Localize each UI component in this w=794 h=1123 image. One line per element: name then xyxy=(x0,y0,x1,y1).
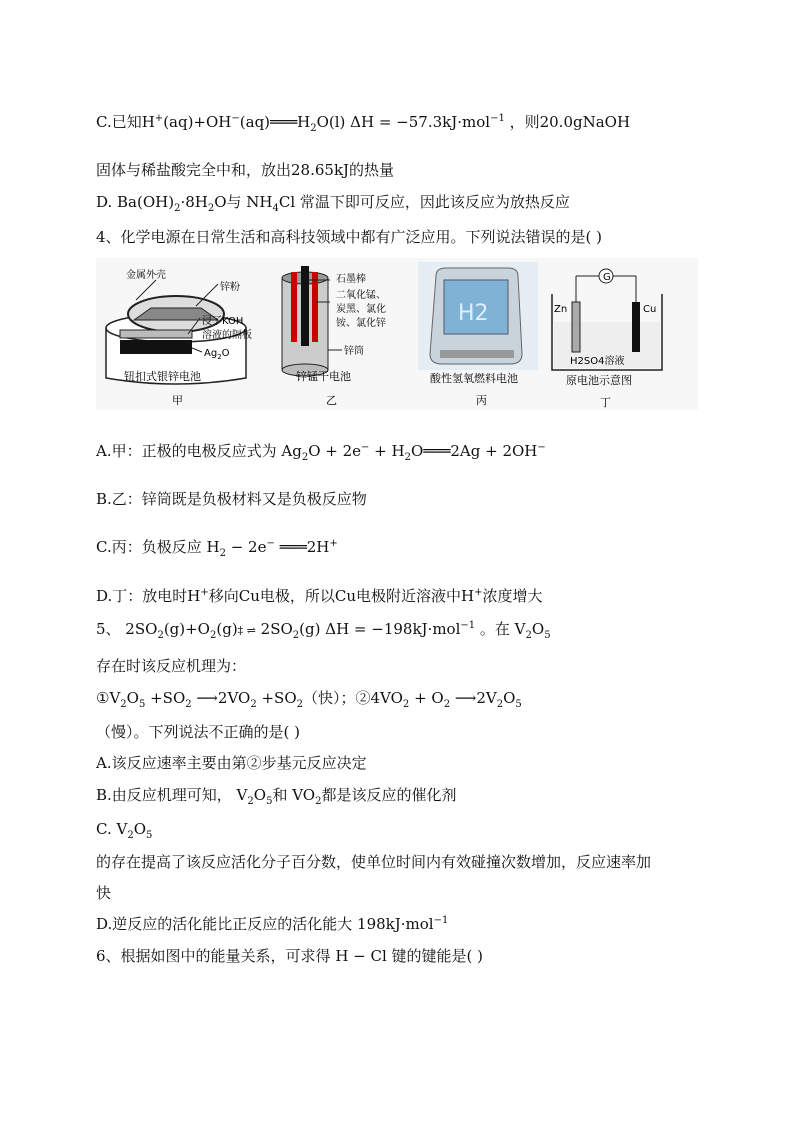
question-5-stem-line1: 5、 $2SO_2(g)+O_2(g)\ddagger$ ⇌ $2SO_2(g) \Delta H = -198kJ\cdot mol^{-1}$ 。在 $V_2O_5$ xyxy=(96,620,551,641)
label-bing: 丙 xyxy=(476,394,487,407)
question-5-option-c-line3: 快 xyxy=(96,884,112,902)
label-separator: 溶液的隔板 xyxy=(202,330,252,341)
caption-yi: 锌锰干电池 xyxy=(296,370,351,383)
question-4-option-a: A.甲：正极的电极反应式为 $Ag_2O + 2e^-$ + $H_2O═══2Ag + 2OH^-$ xyxy=(96,442,546,463)
label-h2so4: H2SO4溶液 xyxy=(570,356,625,367)
label-zinc-powder: 锌粉 xyxy=(220,282,240,293)
question-5-option-a: A.该反应速率主要由第②步基元反应决定 xyxy=(96,754,367,772)
label-mix-3: 铵、氯化锌 xyxy=(336,318,386,329)
caption-ding: 原电池示意图 xyxy=(566,374,632,387)
option-c-line2: 固体与稀盐酸完全中和，放出28.65kJ的热量 xyxy=(96,161,395,179)
question-4-stem: 4、化学电源在日常生活和高科技领域中都有广泛应用。下列说法错误的是( ) xyxy=(96,228,603,246)
question-4-option-d: D.丁：放电时H+移向Cu电极，所以Cu电极附近溶液中H+浓度增大 xyxy=(96,587,543,605)
question-5-option-c-line1: C. $V_2O_5$ xyxy=(96,820,153,841)
label-metal-shell: 金属外壳 xyxy=(126,270,166,281)
label-cu: Cu xyxy=(643,304,657,315)
option-d: D. $Ba(OH)_2\cdot 8H_2O$与 $NH_4Cl$ 常温下即可反应，因此该反应为放热反应 xyxy=(96,193,570,214)
question-4-option-c: C.丙：负极反应 $H_2 - 2e^-$ ═══2H+ xyxy=(96,538,338,559)
question-5-option-d: D.逆反应的活化能比正反应的活化能大 198kJ·mol$^{-1}$ xyxy=(96,915,449,933)
label-jia: 甲 xyxy=(172,394,183,407)
caption-bing: 酸性氢氧燃料电池 xyxy=(430,372,518,385)
question-5-mechanism: $①V_2O_5 +SO_2$ $⟶2VO_2 +SO_2$（快）；$②4VO_2 + O_2$ $⟶2V_2O_5$ xyxy=(96,689,522,710)
question-5-option-b: B.由反应机理可知， $V_2O_5$和 $VO_2$都是该反应的催化剂 xyxy=(96,786,457,807)
label-mix-1: 二氧化锰、 xyxy=(336,290,386,301)
label-koh: 浸了KOH xyxy=(202,316,244,327)
label-yi: 乙 xyxy=(326,394,337,407)
question-5-stem-line4: （慢）。下列说法不正确的是( ) xyxy=(96,723,300,741)
question-5-stem-line2: 存在时该反应机理为： xyxy=(96,657,247,675)
question-6-stem: 6、根据如图中的能量关系，可求得 H − Cl 键的键能是( ) xyxy=(96,947,484,965)
label-zinc-can: 锌筒 xyxy=(344,346,364,357)
battery-figure xyxy=(96,258,698,410)
label-zn: Zn xyxy=(554,304,568,315)
label-ding: 丁 xyxy=(600,396,611,409)
label-graphite: 石墨棒 xyxy=(336,274,366,285)
option-c-line1: C.已知$H^+(aq)+OH^-(aq)═══H_2O(l) \Delta H = -57.3kJ\cdot mol^{-1}$ ，则20.0gNaOH xyxy=(96,113,631,134)
battery-figure-svg xyxy=(96,258,698,410)
label-mix-2: 炭黑、氯化 xyxy=(336,304,386,315)
question-4-option-b: B.乙：锌筒既是负极材料又是负极反应物 xyxy=(96,490,367,508)
question-5-option-c-line2: 的存在提高了该反应活化分子百分数，使单位时间内有效碰撞次数增加，反应速率加 xyxy=(96,853,652,871)
caption-jia: 钮扣式银锌电池 xyxy=(124,370,201,383)
label-h2: H2 xyxy=(458,301,489,326)
label-galvanometer: G xyxy=(603,272,611,283)
label-ag2o: $Ag_2O$ xyxy=(204,348,230,361)
